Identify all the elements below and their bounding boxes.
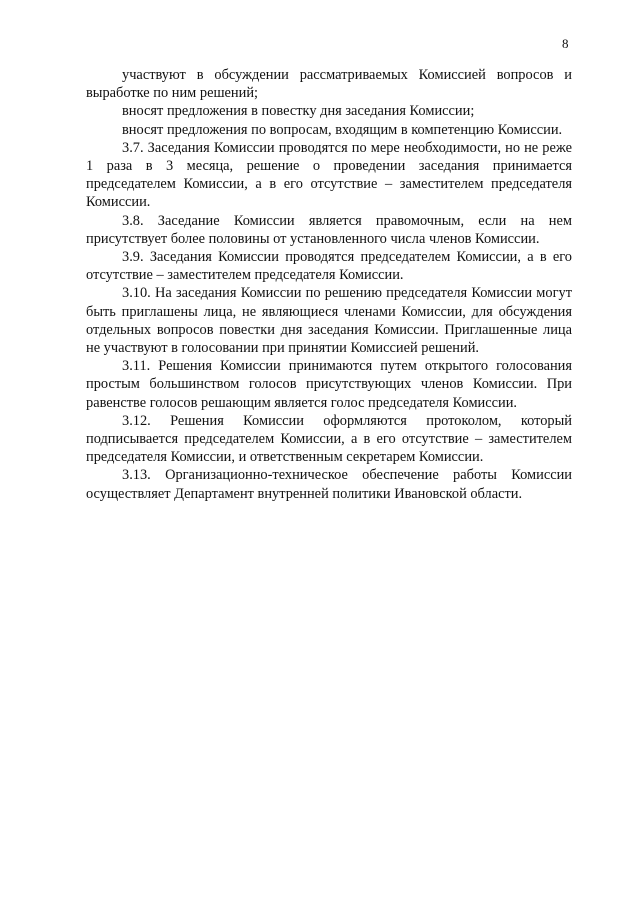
paragraph-3-13: 3.13. Организационно-техническое обеспечение работы Комиссии осуществляет Департамент внутренней политики Ивановской области. — [86, 467, 572, 502]
page-number: 8 — [562, 36, 569, 51]
paragraph-3-11: 3.11. Решения Комиссии принимаются путем открытого голосования простым большинством голосов присутствующих членов Комиссии. При равенстве голосов решающим является голос председателя Комиссии. — [86, 358, 572, 411]
paragraph-3-9: 3.9. Заседания Комиссии проводятся председателем Комиссии, а в его отсутствие – заместителем председателя Комиссии. — [86, 249, 572, 284]
paragraph-3-7: 3.7. Заседания Комиссии проводятся по мере необходимости, но не реже 1 раза в 3 месяца, решение о проведении заседания принимается председателем Комиссии, а в его отсутствие – заместителем председателя Комиссии. — [86, 139, 572, 211]
paragraph-3-8: 3.8. Заседание Комиссии является правомочным, если на нем присутствует более половины от установленного числа членов Комиссии. — [86, 212, 572, 247]
paragraph-participation: участвуют в обсуждении рассматриваемых Комиссией вопросов и выработке по ним решений; — [86, 67, 572, 102]
paragraph-3-10: 3.10. На заседания Комиссии по решению председателя Комиссии могут быть приглашены лица, не являющиеся членами Комиссии, для обсуждения отдельных вопросов повестки дня заседания Комиссии. Приглашенные лица не участвуют в голосовании при принятии Комиссией решений. — [86, 285, 572, 357]
paragraph-agenda-proposals: вносят предложения в повестку дня заседания Комиссии; — [122, 103, 475, 120]
document-body — [86, 66, 572, 503]
paragraph-competence-proposals: вносят предложения по вопросам, входящим в компетенцию Комиссии. — [122, 121, 563, 138]
paragraph-3-12: 3.12. Решения Комиссии оформляются протоколом, который подписывается председателем Комиссии, а в его отсутствие – заместителем председателя Комиссии, и ответственным секретарем Комиссии. — [86, 412, 572, 466]
